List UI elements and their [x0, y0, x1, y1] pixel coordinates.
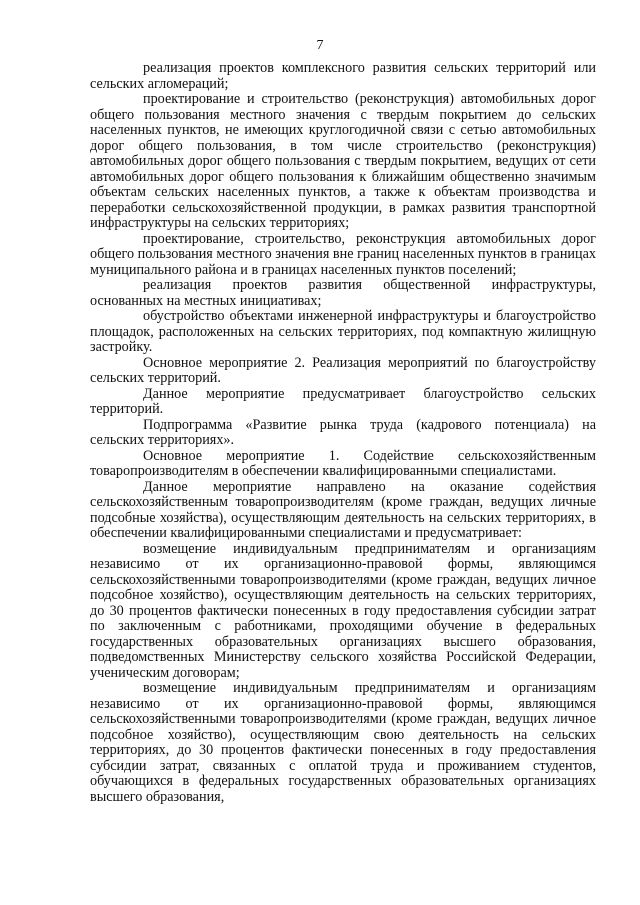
- document-body: [90, 61, 596, 805]
- page-number: 7: [316, 38, 324, 53]
- paragraph-1: реализация проектов комплексного развития сельских территорий или сельских агломераций;: [90, 60, 596, 92]
- paragraph-11: возмещение индивидуальным предпринимателям и организациям независимо от их организационно-правовой формы, являющимся сельскохозяйственными товаропроизводителями (кроме граждан, ведущих личное подсобное хозяйство), осуществляющим деятельность на сельских территориях, до 30 процентов фактически понесенных в году предоставления субсидии затрат по заключенным с работниками, проходящими обучение в федеральных государственных образовательных организациях высшего образования, подведомственных Министерству сельского хозяйства Российской Федерации, ученическим договорам;: [90, 540, 596, 681]
- paragraph-12: возмещение индивидуальным предпринимателям и организациям независимо от их организационно-правовой формы, являющимся сельскохозяйственными товаропроизводителями (кроме граждан, ведущих личное подсобное хозяйство), осуществляющим свою деятельность на сельских территориях, до 30 процентов фактически понесенных в году предоставления субсидии затрат, связанных с оплатой труда и проживанием студентов, обучающихся в федеральных государственных образовательных организациях высшего образования,: [90, 680, 596, 805]
- paragraph-3: проектирование, строительство, реконструкция автомобильных дорог общего пользования местного значения вне границ населенных пунктов в границах муниципального района и в границах населенных пунктов поселений;: [90, 230, 596, 278]
- paragraph-5: обустройство объектами инженерной инфраструктуры и благоустройство площадок, расположенных на сельских территориях, под компактную жилищную застройку.: [90, 308, 596, 355]
- paragraph-10: Данное мероприятие направлено на оказание содействия сельскохозяйственным товаропроизводителям (кроме граждан, ведущих личные подсобные хозяйства), осуществляющим деятельность на сельских территориях, в обеспечении квалифицированными специалистами и предусматривает:: [90, 478, 596, 541]
- paragraph-8: Подпрограмма «Развитие рынка труда (кадрового потенциала) на сельских территориях».: [90, 416, 596, 448]
- paragraph-9: Основное мероприятие 1. Содействие сельскохозяйственным товаропроизводителям в обеспечении квалифицированными специалистами.: [90, 447, 596, 479]
- paragraph-6: Основное мероприятие 2. Реализация мероприятий по благоустройству сельских территорий.: [90, 354, 596, 386]
- paragraph-2: проектирование и строительство (реконструкция) автомобильных дорог общего пользования местного значения с твердым покрытием до сельских населенных пунктов, не имеющих круглогодичной связи с сетью автомобильных дорог общего пользования, в том числе строительство (реконструкция) автомобильных дорог общего пользования с твердым покрытием, ведущих от сети автомобильных дорог общего пользования к ближайшим общественно значимым объектам сельских населенных пунктов, а также к объектам производства и переработки сельскохозяйственной продукции, в рамках развития транспортной инфраструктуры на сельских территориях;: [90, 91, 596, 231]
- paragraph-4: реализация проектов развития общественной инфраструктуры, основанных на местных инициативах;: [90, 277, 596, 309]
- paragraph-7: Данное мероприятие предусматривает благоустройство сельских территорий.: [90, 385, 596, 417]
